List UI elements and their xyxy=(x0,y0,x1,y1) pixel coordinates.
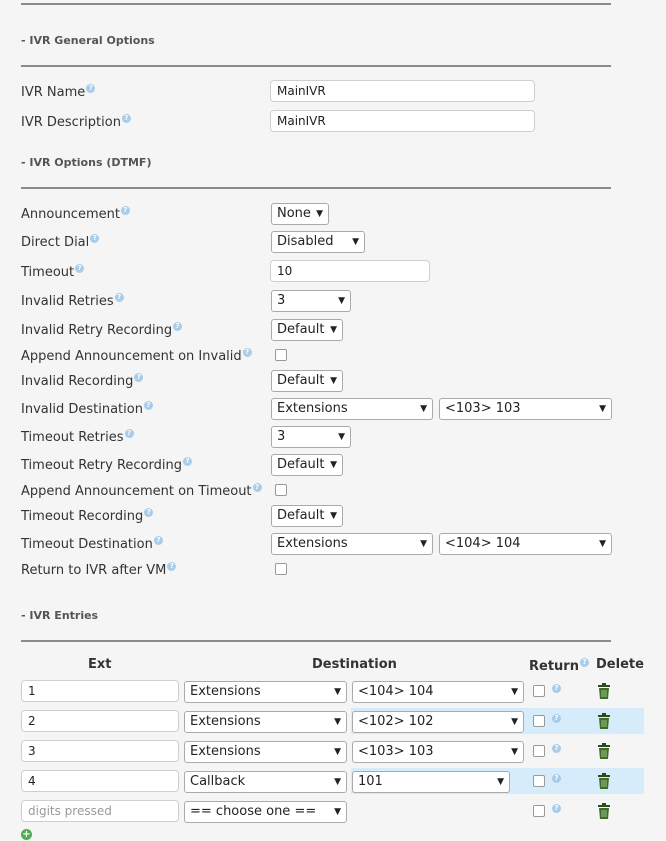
return-ivr-checkbox[interactable] xyxy=(275,563,287,575)
timeout-input[interactable]: 10 xyxy=(270,260,430,282)
invalid-recording-label: Invalid Recording ? xyxy=(21,374,143,389)
help-icon[interactable]: ? xyxy=(552,684,561,693)
entry-return-checkbox[interactable] xyxy=(533,715,545,727)
return-ivr-label: Return to IVR after VM ? xyxy=(21,563,176,578)
ivr-description-label: IVR Description ? xyxy=(21,115,131,130)
chevron-down-icon: ▼ xyxy=(497,777,504,787)
add-entry-icon[interactable]: + xyxy=(22,829,31,840)
help-icon[interactable]: ? xyxy=(115,293,124,302)
chevron-down-icon: ▼ xyxy=(338,296,345,306)
entry-target-select[interactable]: 101 ▼ xyxy=(352,771,510,793)
timeout-retry-recording-select[interactable]: Default ▼ xyxy=(271,454,343,476)
trash-icon[interactable] xyxy=(597,743,611,759)
chevron-down-icon: ▼ xyxy=(352,237,359,247)
column-header-ext: Ext xyxy=(88,657,112,672)
chevron-down-icon: ▼ xyxy=(316,209,323,219)
column-header-return: Return ? xyxy=(529,659,589,674)
help-icon[interactable]: ? xyxy=(75,264,84,273)
help-icon[interactable]: ? xyxy=(243,348,252,357)
entry-target-select[interactable]: <103> 103 ▼ xyxy=(352,741,524,763)
entry-ext-input[interactable]: 3 xyxy=(21,740,179,762)
chevron-down-icon: ▼ xyxy=(599,404,606,414)
timeout-destination-label: Timeout Destination ? xyxy=(21,537,163,552)
column-header-delete: Delete xyxy=(596,657,644,672)
section-title-options: - IVR Options (DTMF) xyxy=(21,156,152,169)
append-timeout-checkbox[interactable] xyxy=(275,484,287,496)
chevron-down-icon: ▼ xyxy=(330,511,337,521)
chevron-down-icon: ▼ xyxy=(338,432,345,442)
chevron-down-icon: ▼ xyxy=(334,717,341,727)
chevron-down-icon: ▼ xyxy=(599,539,606,549)
chevron-down-icon: ▼ xyxy=(330,460,337,470)
entry-target-select[interactable]: <102> 102 ▼ xyxy=(352,711,524,733)
chevron-down-icon: ▼ xyxy=(511,747,518,757)
entry-ext-input[interactable]: 2 xyxy=(21,710,179,732)
direct-dial-select[interactable]: Disabled ▼ xyxy=(271,231,365,253)
help-icon[interactable]: ? xyxy=(90,234,99,243)
announcement-label: Announcement ? xyxy=(21,207,130,222)
new-entry-ext-input[interactable]: digits pressed xyxy=(21,800,179,822)
ivr-name-label: IVR Name ? xyxy=(21,85,95,100)
chevron-down-icon: ▼ xyxy=(330,325,337,335)
divider-entries xyxy=(21,640,611,642)
entry-target-select[interactable]: <104> 104 ▼ xyxy=(352,681,524,703)
invalid-retries-label: Invalid Retries ? xyxy=(21,294,124,309)
timeout-retry-recording-label: Timeout Retry Recording ? xyxy=(21,458,192,473)
entry-type-select[interactable]: Extensions ▼ xyxy=(184,681,347,703)
chevron-down-icon: ▼ xyxy=(511,687,518,697)
trash-icon[interactable] xyxy=(597,713,611,729)
help-icon[interactable]: ? xyxy=(167,562,176,571)
divider-options xyxy=(21,187,611,189)
section-title-entries: - IVR Entries xyxy=(21,609,99,622)
invalid-destination-target-select[interactable]: <103> 103 ▼ xyxy=(439,398,612,420)
timeout-destination-target-select[interactable]: <104> 104 ▼ xyxy=(439,533,612,555)
help-icon[interactable]: ? xyxy=(552,714,561,723)
help-icon[interactable]: ? xyxy=(580,658,589,667)
trash-icon[interactable] xyxy=(597,683,611,699)
entry-type-select[interactable]: Extensions ▼ xyxy=(184,741,347,763)
entry-return-checkbox[interactable] xyxy=(533,775,545,787)
append-invalid-checkbox[interactable] xyxy=(275,349,287,361)
entry-return-checkbox[interactable] xyxy=(533,685,545,697)
timeout-retries-select[interactable]: 3 ▼ xyxy=(271,426,351,448)
help-icon[interactable]: ? xyxy=(121,206,130,215)
help-icon[interactable]: ? xyxy=(134,373,143,382)
column-header-destination: Destination xyxy=(312,657,397,672)
announcement-select[interactable]: None ▼ xyxy=(271,203,329,225)
help-icon[interactable]: ? xyxy=(125,429,134,438)
help-icon[interactable]: ? xyxy=(552,774,561,783)
timeout-recording-select[interactable]: Default ▼ xyxy=(271,505,343,527)
new-entry-type-select[interactable]: == choose one == ▼ xyxy=(184,801,347,823)
entry-type-select[interactable]: Extensions ▼ xyxy=(184,711,347,733)
invalid-retries-select[interactable]: 3 ▼ xyxy=(271,290,351,312)
chevron-down-icon: ▼ xyxy=(511,717,518,727)
chevron-down-icon: ▼ xyxy=(334,687,341,697)
help-icon[interactable]: ? xyxy=(144,401,153,410)
top-divider xyxy=(21,3,611,5)
chevron-down-icon: ▼ xyxy=(334,807,341,817)
entry-ext-input[interactable]: 1 xyxy=(21,680,179,702)
timeout-retries-label: Timeout Retries ? xyxy=(21,430,134,445)
entry-return-checkbox[interactable] xyxy=(533,745,545,757)
chevron-down-icon: ▼ xyxy=(420,404,427,414)
help-icon[interactable]: ? xyxy=(144,508,153,517)
divider-general xyxy=(21,65,611,67)
chevron-down-icon: ▼ xyxy=(420,539,427,549)
timeout-destination-type-select[interactable]: Extensions ▼ xyxy=(271,533,433,555)
help-icon[interactable]: ? xyxy=(173,322,182,331)
ivr-name-input[interactable]: MainIVR xyxy=(270,80,535,102)
invalid-retry-recording-label: Invalid Retry Recording ? xyxy=(21,323,182,338)
help-icon[interactable]: ? xyxy=(552,744,561,753)
direct-dial-label: Direct Dial ? xyxy=(21,235,99,250)
trash-icon[interactable] xyxy=(597,803,611,819)
entry-ext-input[interactable]: 4 xyxy=(21,770,179,792)
entry-type-select[interactable]: Callback ▼ xyxy=(184,771,347,793)
timeout-recording-label: Timeout Recording ? xyxy=(21,509,153,524)
invalid-destination-type-select[interactable]: Extensions ▼ xyxy=(271,398,433,420)
append-timeout-label: Append Announcement on Timeout ? xyxy=(21,484,262,499)
section-title-general: - IVR General Options xyxy=(21,34,155,47)
chevron-down-icon: ▼ xyxy=(334,777,341,787)
invalid-destination-label: Invalid Destination ? xyxy=(21,402,153,417)
trash-icon[interactable] xyxy=(597,773,611,789)
append-invalid-label: Append Announcement on Invalid ? xyxy=(21,349,252,364)
help-icon[interactable]: ? xyxy=(552,804,561,813)
chevron-down-icon: ▼ xyxy=(334,747,341,757)
help-icon[interactable]: ? xyxy=(154,536,163,545)
help-icon[interactable]: ? xyxy=(122,114,131,123)
help-icon[interactable]: ? xyxy=(183,457,192,466)
invalid-recording-select[interactable]: Default ▼ xyxy=(271,370,343,392)
new-entry-return-checkbox[interactable] xyxy=(533,805,545,817)
help-icon[interactable]: ? xyxy=(253,483,262,492)
ivr-description-input[interactable]: MainIVR xyxy=(270,110,535,132)
invalid-retry-recording-select[interactable]: Default ▼ xyxy=(271,319,343,341)
help-icon[interactable]: ? xyxy=(86,84,95,93)
timeout-label: Timeout ? xyxy=(21,265,84,280)
chevron-down-icon: ▼ xyxy=(330,376,337,386)
